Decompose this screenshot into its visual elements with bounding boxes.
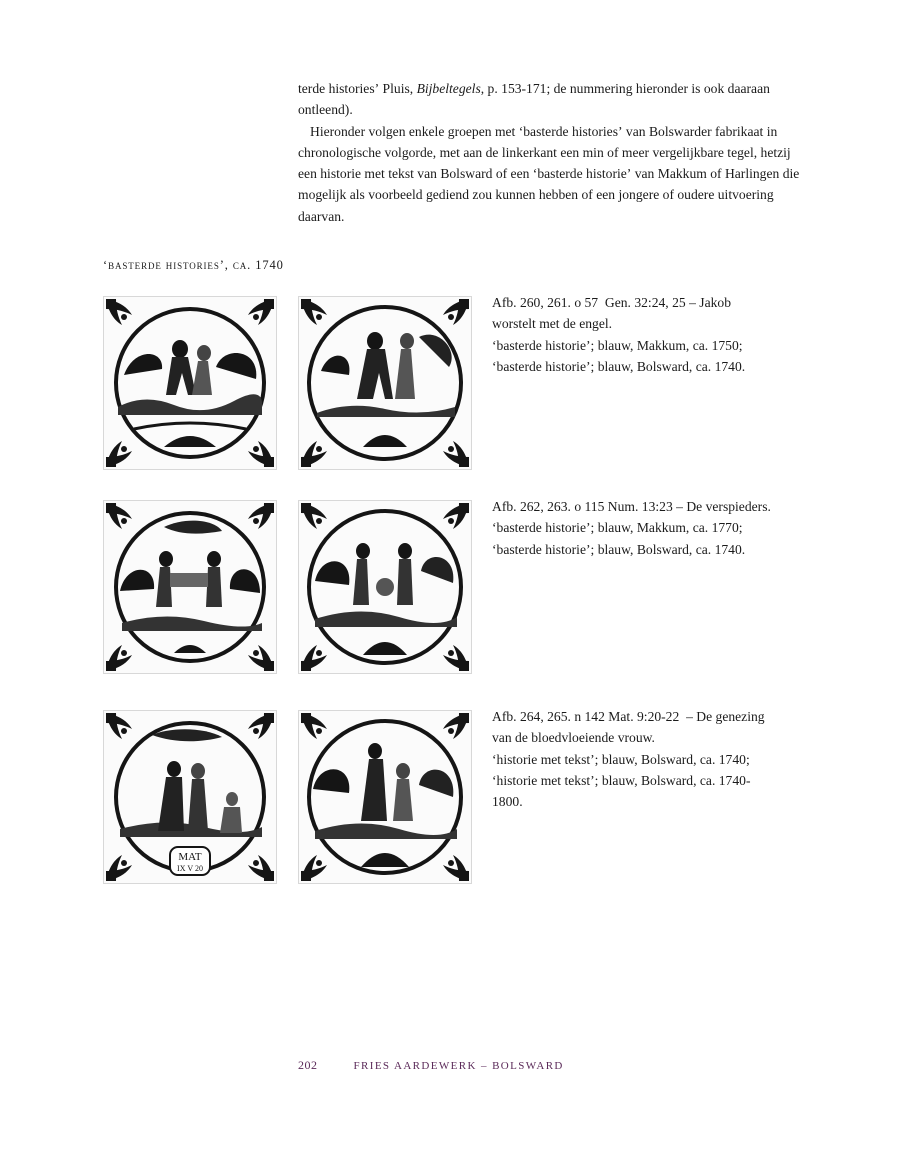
caption-line: ʻbasterde historieʼ; blauw, Makkum, ca. 1750;	[492, 337, 743, 353]
running-title: FRIES AARDEWERK – BOLSWARD	[353, 1060, 564, 1072]
tile-image	[298, 500, 472, 674]
tile-inscription: IX V 20	[177, 864, 203, 873]
page-number: 202	[298, 1058, 318, 1072]
caption-line: van de bloedvloeiende vrouw.	[492, 730, 655, 746]
caption-line: ʻbasterde historieʼ; blauw, Bolsward, ca. 1740.	[492, 541, 746, 557]
intro-paragraph-1: terde historiesʼ Pluis, Bijbeltegels, p. 153-171; de nummering hieronder is ook daaraan ontleend).	[298, 81, 770, 118]
caption-line: ʻbasterde historieʼ; blauw, Makkum, ca. 1770;	[492, 520, 743, 536]
tile-image	[298, 296, 472, 470]
section-heading: ʻbasterde historiesʼ, ca. 1740	[103, 258, 284, 272]
caption-line: ʻhistorie met tekstʼ; blauw, Bolsward, ca. 1740-	[492, 772, 751, 788]
caption-line: ʻhistorie met tekstʼ; blauw, Bolsward, ca. 1740;	[492, 751, 750, 767]
caption-line: Afb. 260, 261. o 57 Gen. 32:24, 25 – Jakob	[492, 295, 732, 310]
caption-line: Afb. 262, 263. o 115 Num. 13:23 – De verspieders.	[492, 499, 771, 514]
intro-paragraph-2: Hieronder volgen enkele groepen met ʻbasterde historiesʼ van Bolswarder fabrikaat in chronologische volgorde, met aan de linkerkant een min of meer vergelijkbare tegel, hetzij een historie met tekst van Bolsward of een ʻbasterde historieʼ van Makkum of Harlingen die mogelijk als voorbeeld gediend zou kunnen hebben of een jongere of oudere uitvoering daarvan.	[298, 123, 800, 224]
figure-caption	[492, 292, 812, 377]
tile-image	[103, 500, 277, 674]
caption-line: 1800.	[492, 794, 523, 810]
caption-line: worstelt met de engel.	[492, 316, 613, 332]
figure-caption	[492, 706, 812, 812]
tile-inscription: MAT	[178, 851, 202, 863]
figure-caption	[492, 496, 812, 560]
caption-line: Afb. 264, 265. n 142 Mat. 9:20-22 – De genezing	[492, 709, 765, 724]
page-footer	[298, 1058, 564, 1073]
intro-text	[298, 78, 800, 227]
tile-image	[103, 710, 277, 884]
tile-image	[103, 296, 277, 470]
tile-image	[298, 710, 472, 884]
caption-line: ʻbasterde historieʼ; blauw, Bolsward, ca. 1740.	[492, 358, 746, 374]
